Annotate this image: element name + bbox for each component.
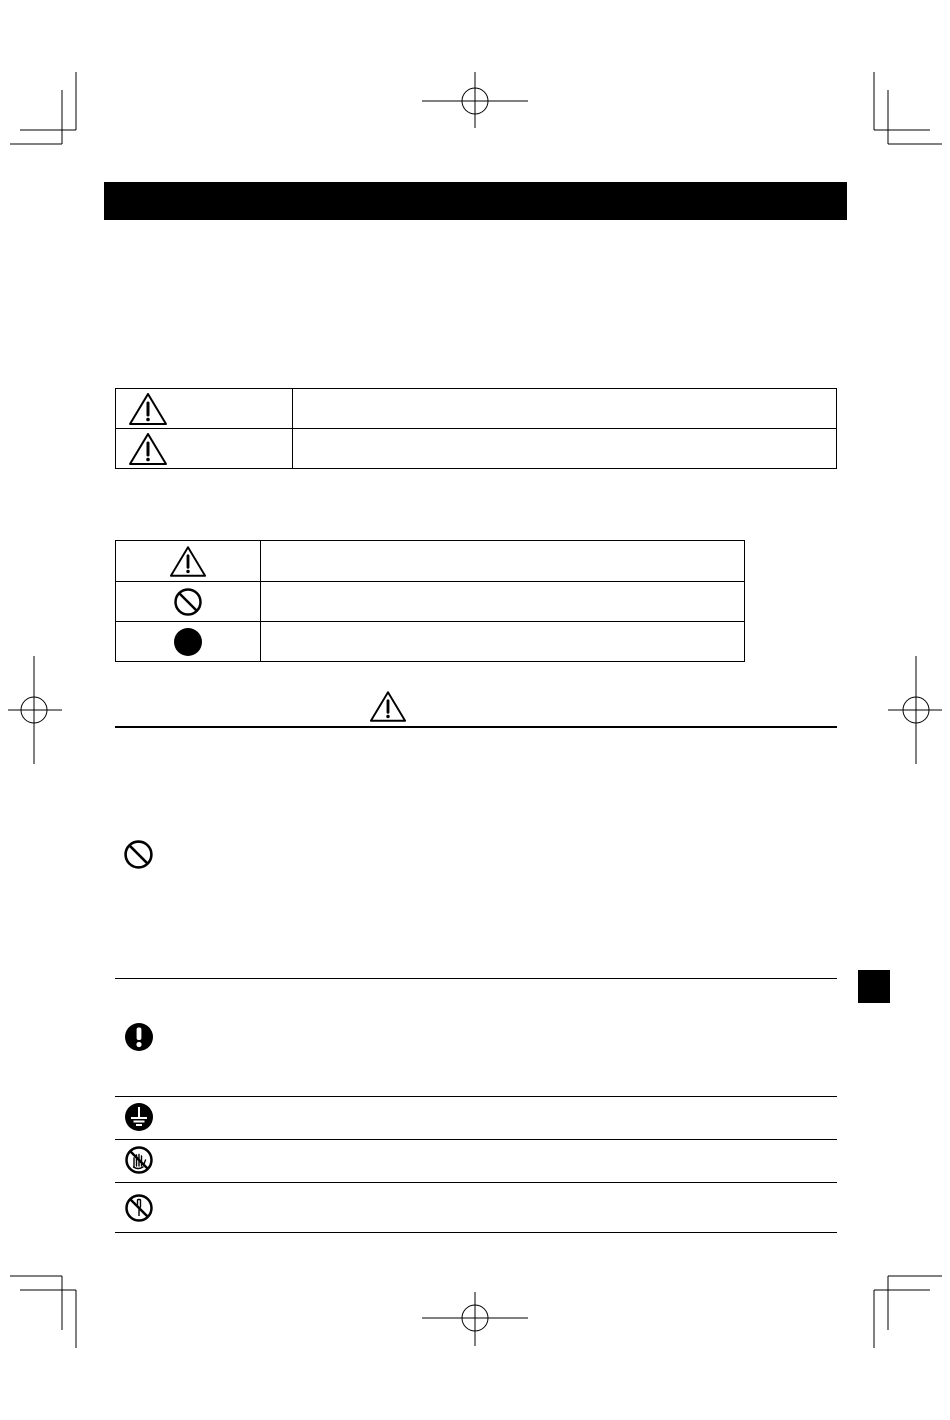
prohibition-icon xyxy=(173,587,203,617)
symbol-row xyxy=(116,541,745,582)
no-wet-hands-icon xyxy=(124,1145,154,1175)
symbol-description xyxy=(261,622,745,662)
symbol-table xyxy=(115,540,745,662)
symbol-row xyxy=(116,622,745,662)
symbol-description xyxy=(261,582,745,622)
signal-word-row xyxy=(116,389,837,429)
signal-word-row xyxy=(116,429,837,469)
symbol-description xyxy=(261,541,745,582)
symbol-row xyxy=(116,582,745,622)
mandatory-action-filled-circle-icon xyxy=(173,627,203,657)
item-divider xyxy=(115,1139,837,1140)
section-tab-marker xyxy=(858,970,890,1003)
item-divider xyxy=(115,1182,837,1183)
warning-triangle-icon xyxy=(369,690,407,723)
item-divider xyxy=(115,978,837,979)
warning-triangle-icon xyxy=(128,432,168,466)
section-header-bar xyxy=(104,182,847,220)
prohibition-icon xyxy=(123,839,154,870)
signal-word-description xyxy=(293,389,837,429)
mandatory-exclamation-icon xyxy=(124,1022,154,1052)
item-divider xyxy=(115,1096,837,1097)
section-bottom-rule xyxy=(115,1232,837,1233)
ground-connection-icon xyxy=(124,1102,154,1132)
signal-word-table xyxy=(115,388,837,469)
no-disassembly-icon xyxy=(124,1193,154,1223)
warning-section-rule xyxy=(115,726,837,728)
signal-word-description xyxy=(293,429,837,469)
warning-triangle-icon xyxy=(128,392,168,426)
warning-triangle-icon xyxy=(169,545,207,578)
